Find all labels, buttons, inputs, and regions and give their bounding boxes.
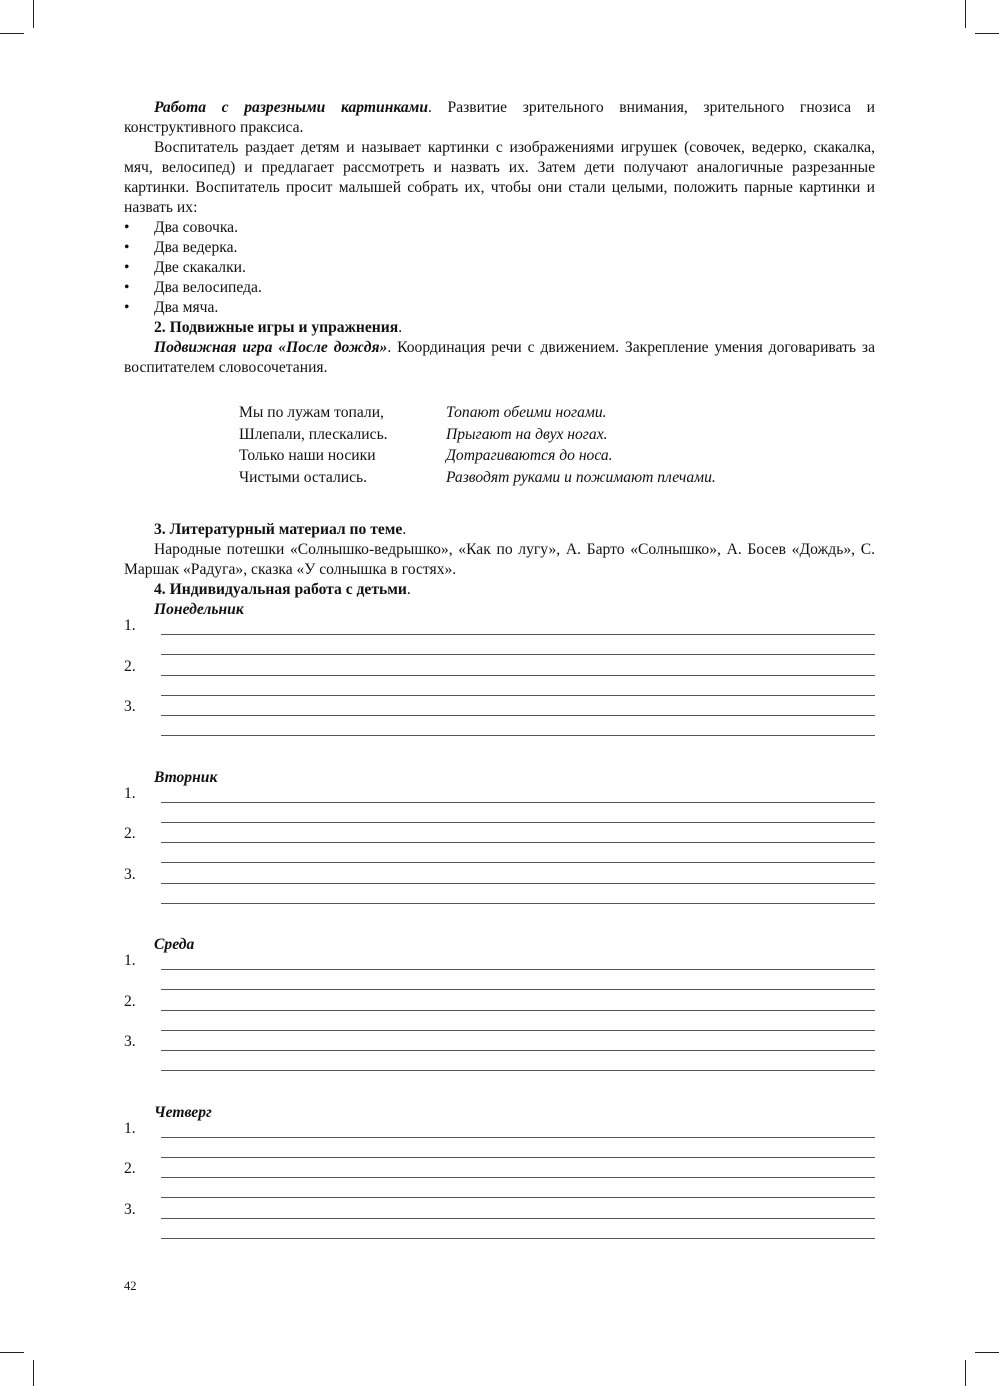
entry-row: [124, 1119, 875, 1164]
entry-row: [124, 1160, 875, 1204]
entry-number: 3.: [124, 1033, 136, 1050]
poem-line: Шлепали, плескались.: [239, 425, 388, 443]
individual-heading-line: [124, 580, 875, 600]
literature-heading: 3. Литературный материал по теме: [154, 521, 403, 538]
write-line[interactable]: [161, 1197, 875, 1198]
write-line[interactable]: [161, 634, 875, 635]
day-title-monday: Понедельник: [154, 601, 244, 618]
entry-number: 2.: [124, 992, 136, 1010]
poem-row: [239, 424, 875, 446]
entry-row: [124, 698, 875, 742]
write-line[interactable]: [161, 1218, 875, 1219]
entry-row: [124, 952, 875, 996]
write-line[interactable]: [161, 1157, 875, 1158]
games-heading-line: [124, 318, 875, 338]
list-item: [124, 218, 875, 238]
entry-number: 3.: [124, 1200, 136, 1218]
poem: [239, 402, 875, 488]
entry-number: 2.: [124, 657, 136, 675]
write-line[interactable]: [161, 1238, 875, 1239]
spacer: [124, 742, 875, 768]
crop-mark-top-left-v: [33, 0, 34, 28]
write-line[interactable]: [161, 1070, 875, 1071]
list-item: [124, 258, 875, 278]
crop-mark-top-right-h: [975, 33, 999, 34]
write-line[interactable]: [161, 675, 875, 676]
list-item-text: Два совочка.: [154, 219, 238, 236]
entry-row: [124, 657, 875, 702]
cut-pictures-list: [124, 218, 875, 318]
write-line[interactable]: [161, 989, 875, 990]
write-line[interactable]: [161, 842, 875, 843]
write-line[interactable]: [161, 1010, 875, 1011]
list-item-text: Два мяча.: [154, 299, 219, 316]
spacer: [124, 909, 875, 935]
spacer: [124, 488, 875, 520]
write-line[interactable]: [161, 735, 875, 736]
crop-mark-bottom-left-v: [33, 1360, 34, 1386]
entry-number: 1.: [124, 617, 136, 634]
entry-row: [124, 992, 875, 1037]
write-line[interactable]: [161, 802, 875, 803]
bullet-icon: •: [124, 299, 130, 316]
individual-heading: 4. Индивидуальная работа с детьми: [154, 581, 407, 598]
page-number: 42: [124, 1279, 137, 1293]
crop-mark-top-left-h: [0, 33, 24, 34]
entry-row: [124, 617, 875, 661]
write-line[interactable]: [161, 883, 875, 884]
cut-pictures-heading: Работа с разрезными картинками: [154, 99, 429, 116]
games-heading: 2. Подвижные игры и упражнения: [154, 319, 399, 336]
poem-row: [239, 467, 875, 489]
write-line[interactable]: [161, 903, 875, 904]
game-text: . Координация речи с движением. Закрепление умения договаривать за воспитателем словосочетания.: [124, 339, 875, 376]
poem-action: Прыгают на двух ногах.: [446, 425, 608, 443]
list-item-text: Два ведерка.: [154, 239, 238, 256]
write-line[interactable]: [161, 715, 875, 716]
list-item: [124, 278, 875, 298]
write-line[interactable]: [161, 969, 875, 970]
entry-number: 1.: [124, 952, 136, 969]
bullet-icon: •: [124, 239, 130, 256]
list-item-text: Два велосипеда.: [154, 279, 262, 296]
list-item-text: Две скакалки.: [154, 259, 246, 276]
write-line[interactable]: [161, 1050, 875, 1051]
entry-number: 2.: [124, 1160, 136, 1177]
entry-number: 1.: [124, 1119, 136, 1137]
day-title-thursday: Четверг: [154, 1103, 212, 1121]
poem-action: Топают обеими ногами.: [446, 404, 607, 421]
literature-heading-end: .: [402, 521, 407, 538]
entry-number: 3.: [124, 698, 136, 715]
crop-mark-bottom-right-v: [965, 1360, 966, 1386]
day-title-tuesday: Вторник: [154, 768, 218, 786]
cut-pictures-intro: [124, 98, 875, 138]
crop-mark-top-right-v: [965, 0, 966, 28]
write-line[interactable]: [161, 1177, 875, 1178]
write-line[interactable]: [161, 822, 875, 823]
crop-mark-bottom-left-h: [0, 1352, 24, 1353]
entry-row: [124, 1200, 875, 1245]
bullet-icon: •: [124, 219, 130, 236]
entry-row: [124, 825, 875, 869]
crop-mark-bottom-right-h: [975, 1352, 999, 1353]
poem-action: Дотрагиваются до носа.: [446, 447, 613, 464]
game-title: Подвижная игра «После дождя»: [154, 339, 388, 356]
entry-number: 1.: [124, 784, 136, 802]
list-item: [124, 298, 875, 318]
cut-pictures-heading-rest: . Развитие зрительного внимания, зрительного гнозиса и конструктивного праксиса.: [124, 99, 875, 136]
poem-line: Только наши носики: [239, 447, 376, 464]
entry-row: [124, 1033, 875, 1077]
list-item: [124, 238, 875, 258]
write-line[interactable]: [161, 654, 875, 655]
literature-text: Народные потешки «Солнышко-ведрышко», «Как по лугу», А. Барто «Солнышко», А. Босев «Дождь», С. Маршак «Радуга», сказка «У солнышка в гостях».: [124, 541, 875, 578]
day-title-wednesday: Среда: [154, 936, 195, 953]
cut-pictures-paragraph: Воспитатель раздает детям и называет картинки с изображениями игрушек (совочек, ведерко, скакалка, мяч, велосипед) и предлагает рассмотреть и назвать их. Затем дети получают аналогичные разрезанные картинки. Воспитатель просит малышей собрать их, чтобы они стали целыми, положить парные картинки и назвать их:: [124, 139, 875, 216]
entry-number: 3.: [124, 865, 136, 883]
individual-heading-end: .: [406, 581, 411, 598]
games-heading-end: .: [398, 319, 403, 336]
write-line[interactable]: [161, 1030, 875, 1031]
poem-line: Чистыми остались.: [239, 468, 368, 486]
game-description: [124, 338, 875, 378]
entry-row: [124, 784, 875, 829]
bullet-icon: •: [124, 259, 130, 276]
entry-number: 2.: [124, 825, 136, 842]
poem-row: [239, 445, 875, 467]
write-line[interactable]: [161, 1137, 875, 1138]
write-line[interactable]: [161, 695, 875, 696]
poem-row: [239, 402, 875, 424]
page-content: [124, 98, 875, 1244]
poem-action: Разводят руками и пожимают плечами.: [446, 468, 716, 486]
entry-row: [124, 865, 875, 910]
write-line[interactable]: [161, 862, 875, 863]
literature-heading-line: [124, 520, 875, 540]
spacer: [124, 1077, 875, 1103]
bullet-icon: •: [124, 279, 130, 296]
poem-line: Мы по лужам топали,: [239, 404, 384, 421]
